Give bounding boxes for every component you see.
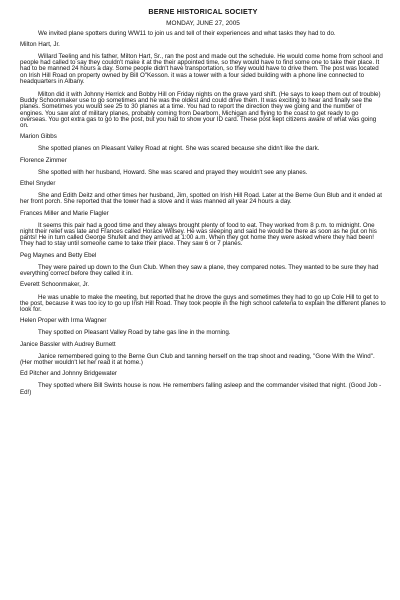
- testimony-paragraph: They were paired up down to the Gun Club. When they saw a plane, they compared notes. They wanted to be sure they had everything correct before they called it in.: [20, 263, 379, 278]
- entry-block: [20, 318, 386, 336]
- entry-block: [20, 42, 386, 129]
- speaker-name: Helen Proper with Irma Wagner: [20, 317, 107, 325]
- speaker-name: Peg Maynes and Betty Ebel: [20, 251, 97, 259]
- entry-block: [20, 181, 386, 206]
- testimony-paragraph: She spotted planes on Pleasant Valley Road at night. She was scared because she didn't like the dark.: [38, 145, 320, 153]
- entry-block: [20, 158, 386, 176]
- testimony-paragraph: Milton did it with Johnny Herrick and Bobby Hill on Friday nights on the grave yard shift. (He says to keep them out of trouble) Buddy Schoonmaker use to go sometimes and he was the oldest and could drive them. It was exciting to hear and finally see the planes. Sometimes you would see 25 to 30 planes at a time. You had to report the direction they we going and the number of engines. You saw alot of military planes, probably coming from Dearborn, Michigan and flying to the coast to get ready to go overseas. You got extra gas to go to the post, but you had to show your ID card. These post kept citizens aware of what was going on.: [20, 91, 381, 130]
- entry-block: [20, 342, 386, 367]
- speaker-name: Frances Miller and Marie Flagler: [20, 209, 109, 217]
- entry-block: [20, 371, 386, 396]
- testimony-paragraph: Willard Teeling and his father, Milton Hart, Sr., ran the post and made out the schedule. He would come home from school and people had called to say they couldn't make it at the their appointed time, so they would have to find some one to take their place. It had to be manned 24 hours a day. Some people didn't have transportation, so they would have to drive them. The post was located on Irish Hill Road on property owned by Bill O"Kesson. it was a tower with a four sided building with a phone line connected to headquarters in Albany.: [20, 53, 383, 85]
- speaker-name: Everett Schoonmaker, Jr.: [20, 281, 90, 289]
- society-title: BERNE HISTORICAL SOCIETY: [148, 7, 258, 16]
- testimony-paragraph: She spotted with her husband, Howard. She was scared and prayed they wouldn't see any planes.: [38, 168, 308, 176]
- testimony-paragraph: Janice remembered going to the Berne Gun Club and tanning herself on the trap shoot and reading, "Gone With the Wind". (Her mother wouldn't let her read it at home.): [20, 352, 375, 366]
- testimony-paragraph: It seems this pair had a good time and they always brought plenty of food to eat. They worked from 8 p.m. to midnight. One night their relief was late and Frances called Horace Willsey. He was sleeping and said he would be there as soon as he put on his pants! He in turn called George Shufelt and they arrived at 1:00 a.m. When they got home they were asked where they had been! They had to stay until someone came to take their place. They saw 6 or 7 planes.: [20, 221, 377, 248]
- speaker-name: Ethel Snyder: [20, 180, 56, 188]
- speaker-name: Marion Gibbs: [20, 133, 57, 141]
- testimony-paragraph: They spotted on Pleasant Valley Road by tahe gas line in the morning.: [38, 329, 231, 337]
- entries-list: [20, 42, 386, 396]
- testimony-paragraph: He was unable to make the meeting, but reported that he drove the guys and sometimes they had to go up Cole Hill to get to the post, because it was too icy to go up Irish Hill Road. They took people in the high school cafeteria to explain the different planes to look for.: [20, 293, 386, 313]
- speaker-name: Milton Hart, Jr.: [20, 40, 60, 48]
- speaker-name: Ed Pitcher and Johnny Bridgewater: [20, 370, 117, 378]
- speaker-name: Florence Zimmer: [20, 156, 67, 164]
- testimony-paragraph: She and Edith Deitz and other times her husband, Jim, spotted on Irish Hill Road. Later at the Berne Gun Blub and it ended at her front porch. She reported that the tower had a stove and it was manned all year 24 hours a day.: [20, 192, 382, 206]
- speaker-name: Janice Bassler with Audrey Burnett: [20, 340, 116, 348]
- intro-paragraph: We invited plane spotters during WW11 to join us and tell of their experiences and what tasks they had to do.: [38, 29, 336, 37]
- entry-block: [20, 282, 386, 313]
- testimony-paragraph: They spotted where Bill Swints house is now. He remembers falling asleep and the commander visited that night. (Good Job - Ed!): [20, 382, 382, 396]
- entry-block: [20, 211, 386, 248]
- entry-block: [20, 253, 386, 278]
- meeting-date: MONDAY, JUNE 27, 2005: [166, 20, 240, 28]
- entry-block: [20, 134, 386, 152]
